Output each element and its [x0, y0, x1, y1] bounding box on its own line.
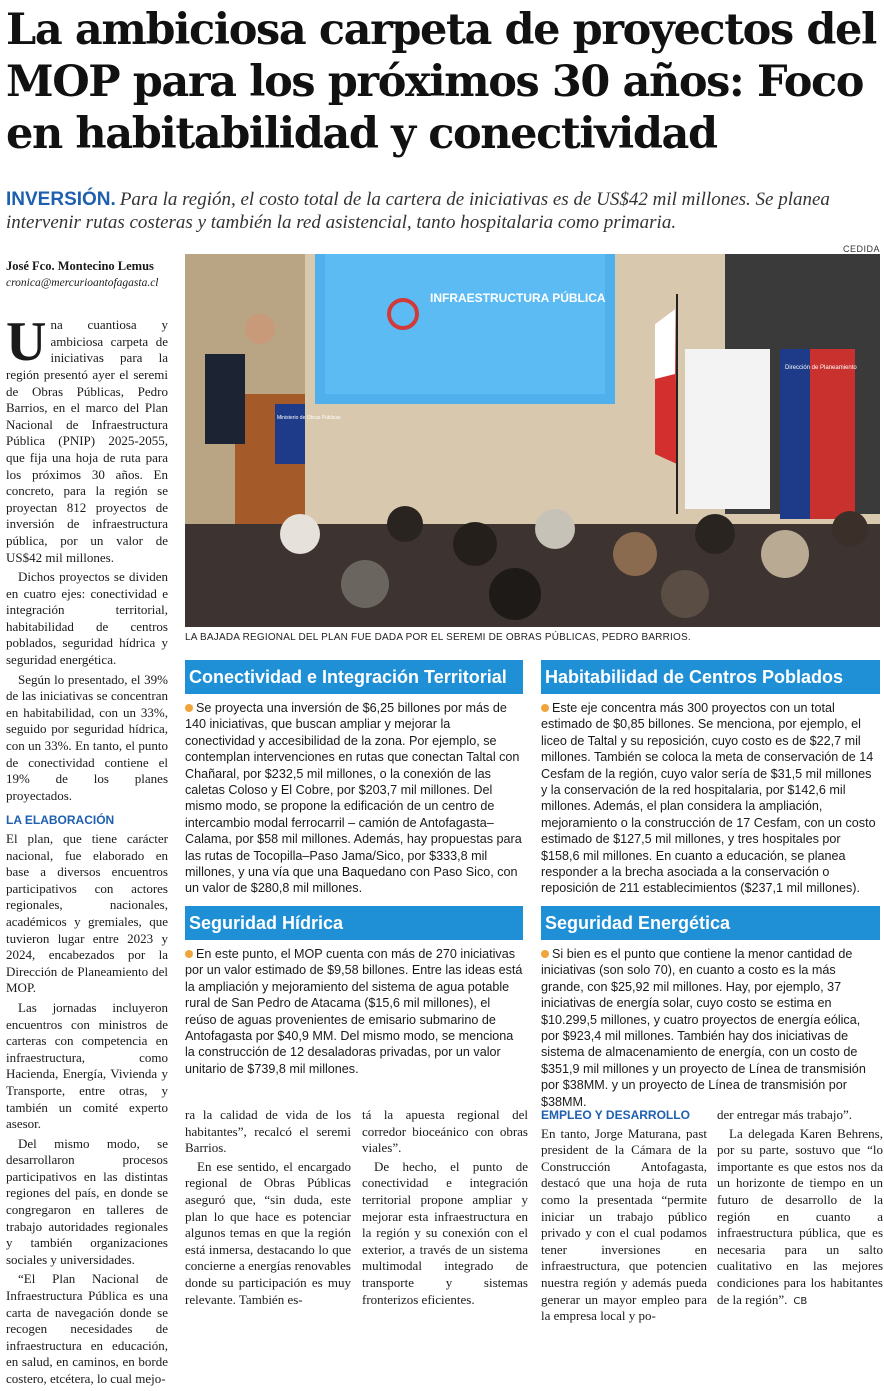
- paragraph: Las jornadas incluyeron encuentros con ministros de carteras con competencia en infraestructura, como Hacienda, Energía, Vivienda y Transporte, entre otras, y también un comité experto asesor.: [6, 999, 168, 1132]
- deck-kicker: INVERSIÓN.: [6, 189, 116, 210]
- box-text-hidrica: [185, 946, 523, 1077]
- dropcap: U: [6, 311, 47, 374]
- box-text: Este eje concentra más 300 proyectos con un total estimado de $0,85 billones. Se menciona, por ejemplo, el liceo de Taltal y su reposición, cuyo costo es de $22,7 mil millones. También se coloca la meta de conservación de 14 Cesfam de la región, cuyo valor sería de $31,5 mil millones y la conservación de la red hospitalaria, por $142,6 mil millones. Además, el plan considera la ampliación, mejoramiento o la construcción de 17 Cesfam, con un costo estimado de $127,5 mil millones, y tres hospitales por $158,6 mil millones. En cuanto a educación, se planea responder a la brecha asociada a la conservación o reposición de 211 establecimientos ($237,1 mil millones).: [541, 701, 876, 896]
- paragraph: Del mismo modo, se desarrollaron procesos participativos en las distintas regiones del país, en donde se congregaron en talleres de trabajo autoridades regionales y también organizaciones sociales y universidades.: [6, 1135, 168, 1267]
- photo-caption: LA BAJADA REGIONAL DEL PLAN FUE DADA POR EL SEREMI DE OBRAS PÚBLICAS, PEDRO BARRIOS.: [185, 632, 691, 643]
- deck-text: Para la región, el costo total de la cartera de iniciativas es de US$42 mil millones. Se planea intervenir rutas costeras y también la red asistencial, tanto hospitalaria como primaria.: [6, 189, 830, 233]
- banner-label: Dirección de Planeamiento: [785, 365, 857, 371]
- headline: La ambiciosa carpeta de proyectos del MOP para los próximos 30 años: Foco en habitabilidad y conectividad: [6, 5, 876, 159]
- bullet-icon: [541, 704, 549, 712]
- podium-label: Ministerio de Obras Públicas: [277, 415, 341, 421]
- paragraph: der entregar más trabajo”.: [717, 1107, 852, 1122]
- paragraph: De hecho, el punto de conectividad e integración territorial propone ampliar y mejorar esta infraestructura en la región y su conexión con el exterior, a través de un sistema multimodal integrado de transporte y sistemas fronterizos eficientes.: [362, 1158, 528, 1307]
- photo-credit: CEDIDA: [842, 244, 880, 254]
- byline-author: José Fco. Montecino Lemus: [6, 259, 154, 273]
- bottom-column-1: [185, 1107, 351, 1310]
- bottom-column-2: [362, 1107, 528, 1310]
- bullet-icon: [185, 950, 193, 958]
- box-title-habitabilidad: Habitabilidad de Centros Poblados: [541, 660, 880, 694]
- box-text-conectividad: [185, 700, 523, 897]
- section-heading: LA ELABORACIÓN: [6, 813, 115, 828]
- bullet-icon: [541, 950, 549, 958]
- paragraph-text: na cuantiosa y ambiciosa carpeta de iniciativas para la región presentó ayer el seremi de Obras Públicas, Pedro Barrios, en el marco del Plan Nacional de Infraestructura Pública (PNIP) 2025-2055, que fija una hoja de ruta para los próximos 30 años. En concreto, para la región se proyectan 812 proyectos de inversión de infraestructura pública, por un valor de US$42 mil millones.: [6, 317, 168, 565]
- paragraph: tá la apuesta regional del corredor bioceánico con obras viales”.: [362, 1107, 528, 1156]
- box-text: En este punto, el MOP cuenta con más de 270 iniciativas por un valor estimado de $9,58 billones. Entre las ideas está la ampliación y mejoramiento del sistema de agua potable rural de San Pedro de Atacama ($15,6 mil millones), el reúso de aguas provenientes de emisario submarino de Antofagasta por $40,9 MM. Del mismo modo, se menciona la construcción de 12 desaladoras privadas, por un valor unitario de $739,8 mil millones.: [185, 947, 523, 1076]
- box-text: Si bien es el punto que contiene la menor cantidad de iniciativas (son solo 70), en cuanto a costo es la más grande, con $25,92 mil millones. Hay, por ejemplo, 37 iniciativas de energía solar, cuyo costo se estima en $10.299,5 millones, y cuatro proyectos de energía eólica, por $923,4 mil millones. También hay dos iniciativas de sistema de almacenamiento de energía, con un costo de $351,9 mil millones y un proyecto de Línea de transmisión por $38MM. y un proyecto de Línea de transmisión por $38MM.: [541, 947, 866, 1109]
- screen-title: INFRAESTRUCTURA PÚBLICA: [430, 291, 606, 305]
- paragraph: En tanto, Jorge Maturana, past president de la Cámara de la Construcción Antofagasta, destacó que una hoja de ruta como la presentada “permite iniciar un trabajo público privado y con el cual podamos tener inversiones en infraestructura, que potencien nuestra región y además pueda generar un mayor empleo para la empresa local y po-: [541, 1125, 707, 1324]
- box-text: Se proyecta una inversión de $6,25 billones por más de 140 iniciativas, que buscan ampliar y mejorar la conectividad y accesibilidad de la zona. Por ejemplo, se contemplan intervenciones en rutas que conectan Taltal con Chañaral, por $232,5 mil millones, o la conexión de las caletas Coloso y El Cobre, por $203,7 mil millones. Del mismo modo, se propone la edificación de un centro de intercambio modal ferrocarril – camión de Antofagasta–Calama, por $58 mil millones. Además, hay propuestas para las rutas de Tocopilla–Paso Jama/Sico, por $333,8 mil millones, y una vía que una Baquedano con Paso Sico, con un valor de $280,8 mil millones.: [185, 701, 522, 896]
- paragraph: Según lo presentado, el 39% de las iniciativas se concentran en habitabilidad, con un 33%, seguido por seguridad hídrica, con un 33%. En tanto, el punto de conectividad contiene el 19% de los planes proyectados.: [6, 671, 168, 803]
- deck: [6, 188, 880, 234]
- bottom-column-3: [541, 1107, 707, 1327]
- box-title-energetica: Seguridad Energética: [541, 906, 880, 940]
- paragraph: “El Plan Nacional de Infraestructura Pública es una carta de navegación donde se recogen necesidades de infraestructura en educación, en salud, en caminos, en borde costero, etcétera, lo cual mejo-: [6, 1271, 168, 1386]
- paragraph: Dichos proyectos se dividen en cuatro ejes: conectividad e integración territorial, habitabilidad de centros poblados, seguridad hídrica y seguridad energética.: [6, 569, 168, 668]
- left-column: [6, 258, 168, 1391]
- paragraph: En ese sentido, el encargado regional de Obras Públicas aseguró que, “sin duda, este plan lo que hace es potenciar algunos temas en que la región está inmersa, destacando lo que concierne a energías renovables donde su participación es muy relevante. También es-: [185, 1158, 351, 1307]
- box-text-energetica: [541, 946, 880, 1110]
- paragraph: [717, 1126, 883, 1311]
- photo-illustration: [185, 254, 880, 627]
- paragraph-text: La delegada Karen Behrens, por su parte, sostuvo que “lo importante es que estos nos da un horizonte de tiempo en un futuro de desarrollo de la región en cuanto a infraestructura pública, que es necesaria para un salto cualitativo en las mejores condiciones para los habitantes de la región”.: [717, 1125, 883, 1307]
- bullet-icon: [185, 704, 193, 712]
- byline-email: cronica@mercurioantofagasta.cl: [6, 276, 159, 289]
- paragraph: El plan, que tiene carácter nacional, fue elaborado en base a diversos encuentros participativos con actores regionales, nacionales, académicos y gremiales, que tuvieron lugar entre 2023 y 2024, encabezados por la Dirección de Planeamiento del MOP.: [6, 831, 168, 996]
- paragraph: [6, 311, 168, 566]
- end-mark: CB: [793, 1295, 808, 1307]
- event-photo: [185, 254, 880, 627]
- box-title-hidrica: Seguridad Hídrica: [185, 906, 523, 940]
- bottom-column-4: [717, 1107, 883, 1312]
- speaker: [205, 354, 245, 444]
- section-heading: EMPLEO Y DESARROLLO: [541, 1108, 690, 1122]
- box-title-conectividad: Conectividad e Integración Territorial: [185, 660, 523, 694]
- banner-white: [685, 349, 770, 509]
- paragraph: ra la calidad de vida de los habitantes”, recalcó el seremi Barrios.: [185, 1107, 351, 1156]
- box-text-habitabilidad: [541, 700, 880, 897]
